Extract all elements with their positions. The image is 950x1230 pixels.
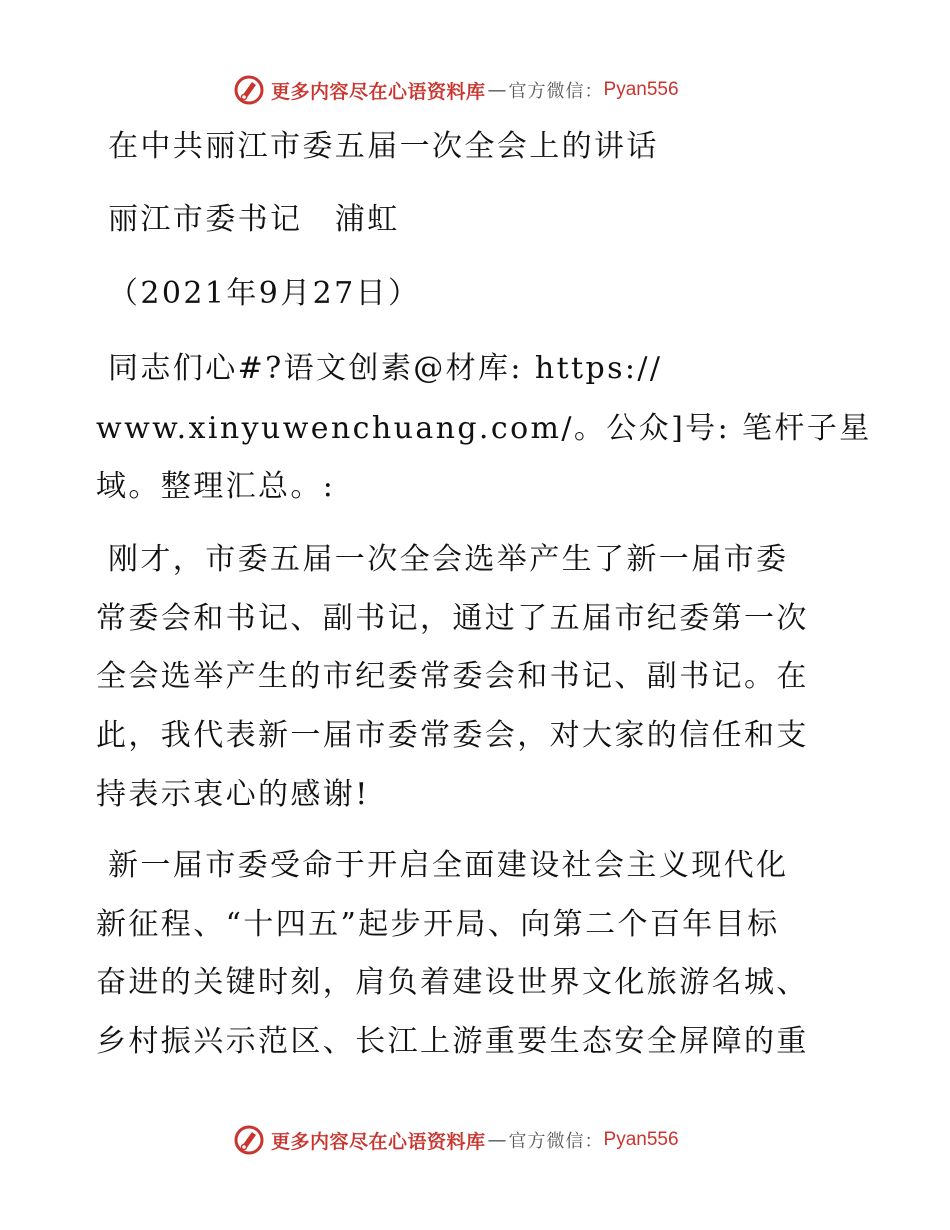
watermark-wechat-id: Pyan556 <box>603 1129 679 1150</box>
paragraph1-line-5: 持表示衷心的感谢! <box>96 777 370 812</box>
paragraph2-line-2: 新征程、“十四五”起步开局、向第二个百年目标 <box>96 907 780 942</box>
paragraph2-line-1: 新一届市委受命于开启全面建设社会主义现代化 <box>108 848 789 883</box>
watermark-wechat-label: 官方微信： <box>508 1131 604 1152</box>
paragraph1-line-3: 全会选举产生的市纪委常委会和书记、副书记。在 <box>96 659 809 694</box>
salutation-line-3: 域。整理汇总。: <box>96 469 336 504</box>
paragraph1-line-4: 此，我代表新一届市委常委会，对大家的信任和支 <box>96 718 809 753</box>
watermark-wechat-label: 官方微信： <box>508 81 604 102</box>
paragraph1-line-2: 常委会和书记、副书记，通过了五届市纪委第一次 <box>96 601 809 636</box>
watermark-dash: — <box>487 79 507 101</box>
watermark-text: 更多内容尽在心语资料库 <box>271 80 486 103</box>
watermark-text: 更多内容尽在心语资料库 <box>271 1130 486 1153</box>
watermark-wechat-id: Pyan556 <box>603 79 679 100</box>
watermark-banner-bottom <box>233 1122 713 1158</box>
salutation-line-1: 同志们心#?语文创素@材库: https:// <box>108 351 663 386</box>
pen-logo-icon <box>233 1124 265 1156</box>
pen-logo-icon <box>233 74 265 106</box>
document-title: 在中共丽江市委五届一次全会上的讲话 <box>108 129 659 164</box>
paragraph1-line-1: 刚才，市委五届一次全会选举产生了新一届市委 <box>108 542 789 577</box>
salutation-line-2: www.xinyuwenchuang.com/。公众]号: 笔杆子星 <box>96 411 872 446</box>
watermark-dash: — <box>487 1129 507 1151</box>
document-date: （2021年9月27日） <box>108 276 421 311</box>
document-author: 丽江市委书记 浦虹 <box>108 202 400 237</box>
paragraph2-line-4: 乡村振兴示范区、长江上游重要生态安全屏障的重 <box>96 1024 809 1059</box>
watermark-banner-top <box>233 72 713 108</box>
paragraph2-line-3: 奋进的关键时刻，肩负着建设世界文化旅游名城、 <box>96 965 809 1000</box>
